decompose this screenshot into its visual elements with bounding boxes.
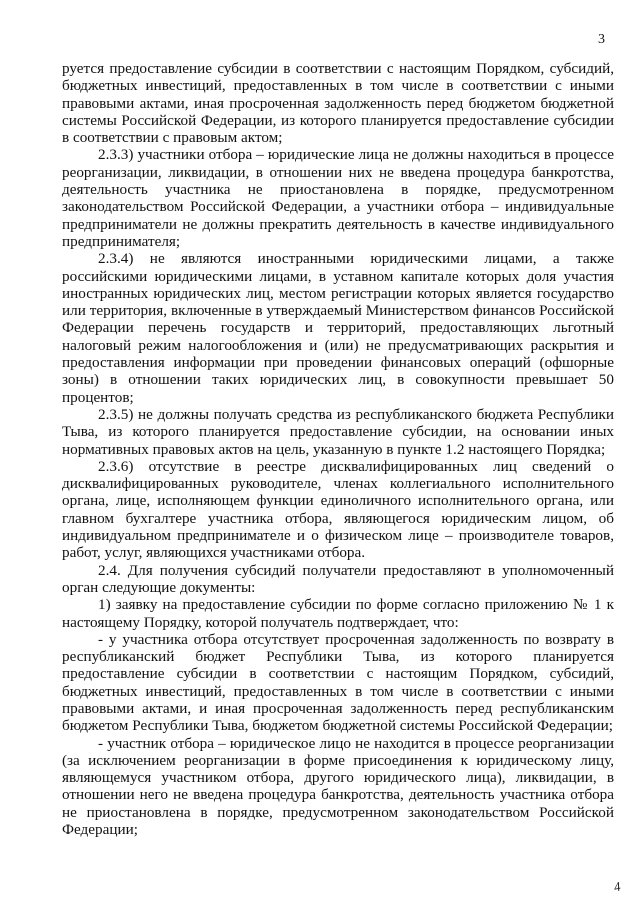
paragraph-1: руется предоставление субсидии в соответствии с настоящим Порядком, субсидий, бюджетных инвестиций, предоставленных в том числе в соответствии с иными правовыми актами, иная просроченная задолженность перед бюджетом бюджетной системы Российской Федерации, из которого планируется предоставление субсидии в соответствии с правовым актом;: [62, 60, 614, 147]
paragraph-bullet-2: - участник отбора – юридическое лицо не находится в процессе реорганизации (за исключением реорганизации в форме присоединения к юридическому лицу, являющемуся участником отбора, другого юридического лица), ликвидации, в отношении него не введена процедура банкротства, деятельность участника отбора не приостановлена в порядке, предусмотренном законодательством Российской Федерации;: [62, 734, 614, 839]
paragraph-2-3-5: 2.3.5) не должны получать средства из республиканского бюджета Республики Тыва, из которого планируется предоставление субсидии, на основании иных нормативных правовых актов на цель, указанную в пункте 1.2 настоящего Порядка;: [62, 405, 614, 458]
paragraph-bullet-1: - у участника отбора отсутствует просроченная задолженность по возврату в республиканский бюджет Республики Тыва, из которого планируется предоставление субсидии в соответствии с настоящим Порядком, субсидий, бюджетных инвестиций, предоставленных в том числе в соответствии с иными правовыми актами, и иная просроченная задолженность перед республиканским бюджетом Республики Тыва, бюджетом бюджетной системы Российской Федерации;: [62, 630, 614, 735]
paragraph-item-1: 1) заявку на предоставление субсидии по форме согласно приложению № 1 к настоящему Порядку, которой получатель подтверждает, что:: [62, 596, 614, 631]
handwritten-mark: 4: [612, 878, 622, 895]
document-body: [62, 60, 614, 838]
paragraph-2-4: 2.4. Для получения субсидий получатели предоставляют в уполномоченный орган следующие документы:: [62, 561, 614, 596]
paragraph-2-3-6: 2.3.6) отсутствие в реестре дисквалифицированных лиц сведений о дисквалифицированных руководителе, членах коллегиального исполнительного органа, лице, исполняющем функции единоличного исполнительного органа, или главном бухгалтере участника отбора, являющегося юридическим лицом, об индивидуальном предпринимателе и о физическом лице – производителе товаров, работ, услуг, являющихся участниками отбора.: [62, 457, 614, 562]
paragraph-2-3-3: 2.3.3) участники отбора – юридические лица не должны находиться в процессе реорганизации, ликвидации, в отношении них не введена процедура банкротства, деятельность участника не приостановлена в порядке, предусмотренном законодательством Российской Федерации, а участники отбора – индивидуальные предприниматели не должны прекратить деятельность в качестве индивидуального предпринимателя;: [62, 146, 614, 250]
page-number: 3: [598, 32, 605, 47]
paragraph-2-3-4: 2.3.4) не являются иностранными юридическими лицами, а также российскими юридическими лицами, в уставном капитале которых доля участия иностранных юридических лиц, местом регистрации которых является государство или территория, включенные в утверждаемый Министерством финансов Российской Федерации перечень государств и территорий, предоставляющих льготный налоговый режим налогообложения и (или) не предусматривающих раскрытия и предоставления информации при проведении финансовых операций (офшорные зоны) в отношении таких юридических лиц, в совокупности превышает 50 процентов;: [62, 250, 614, 406]
